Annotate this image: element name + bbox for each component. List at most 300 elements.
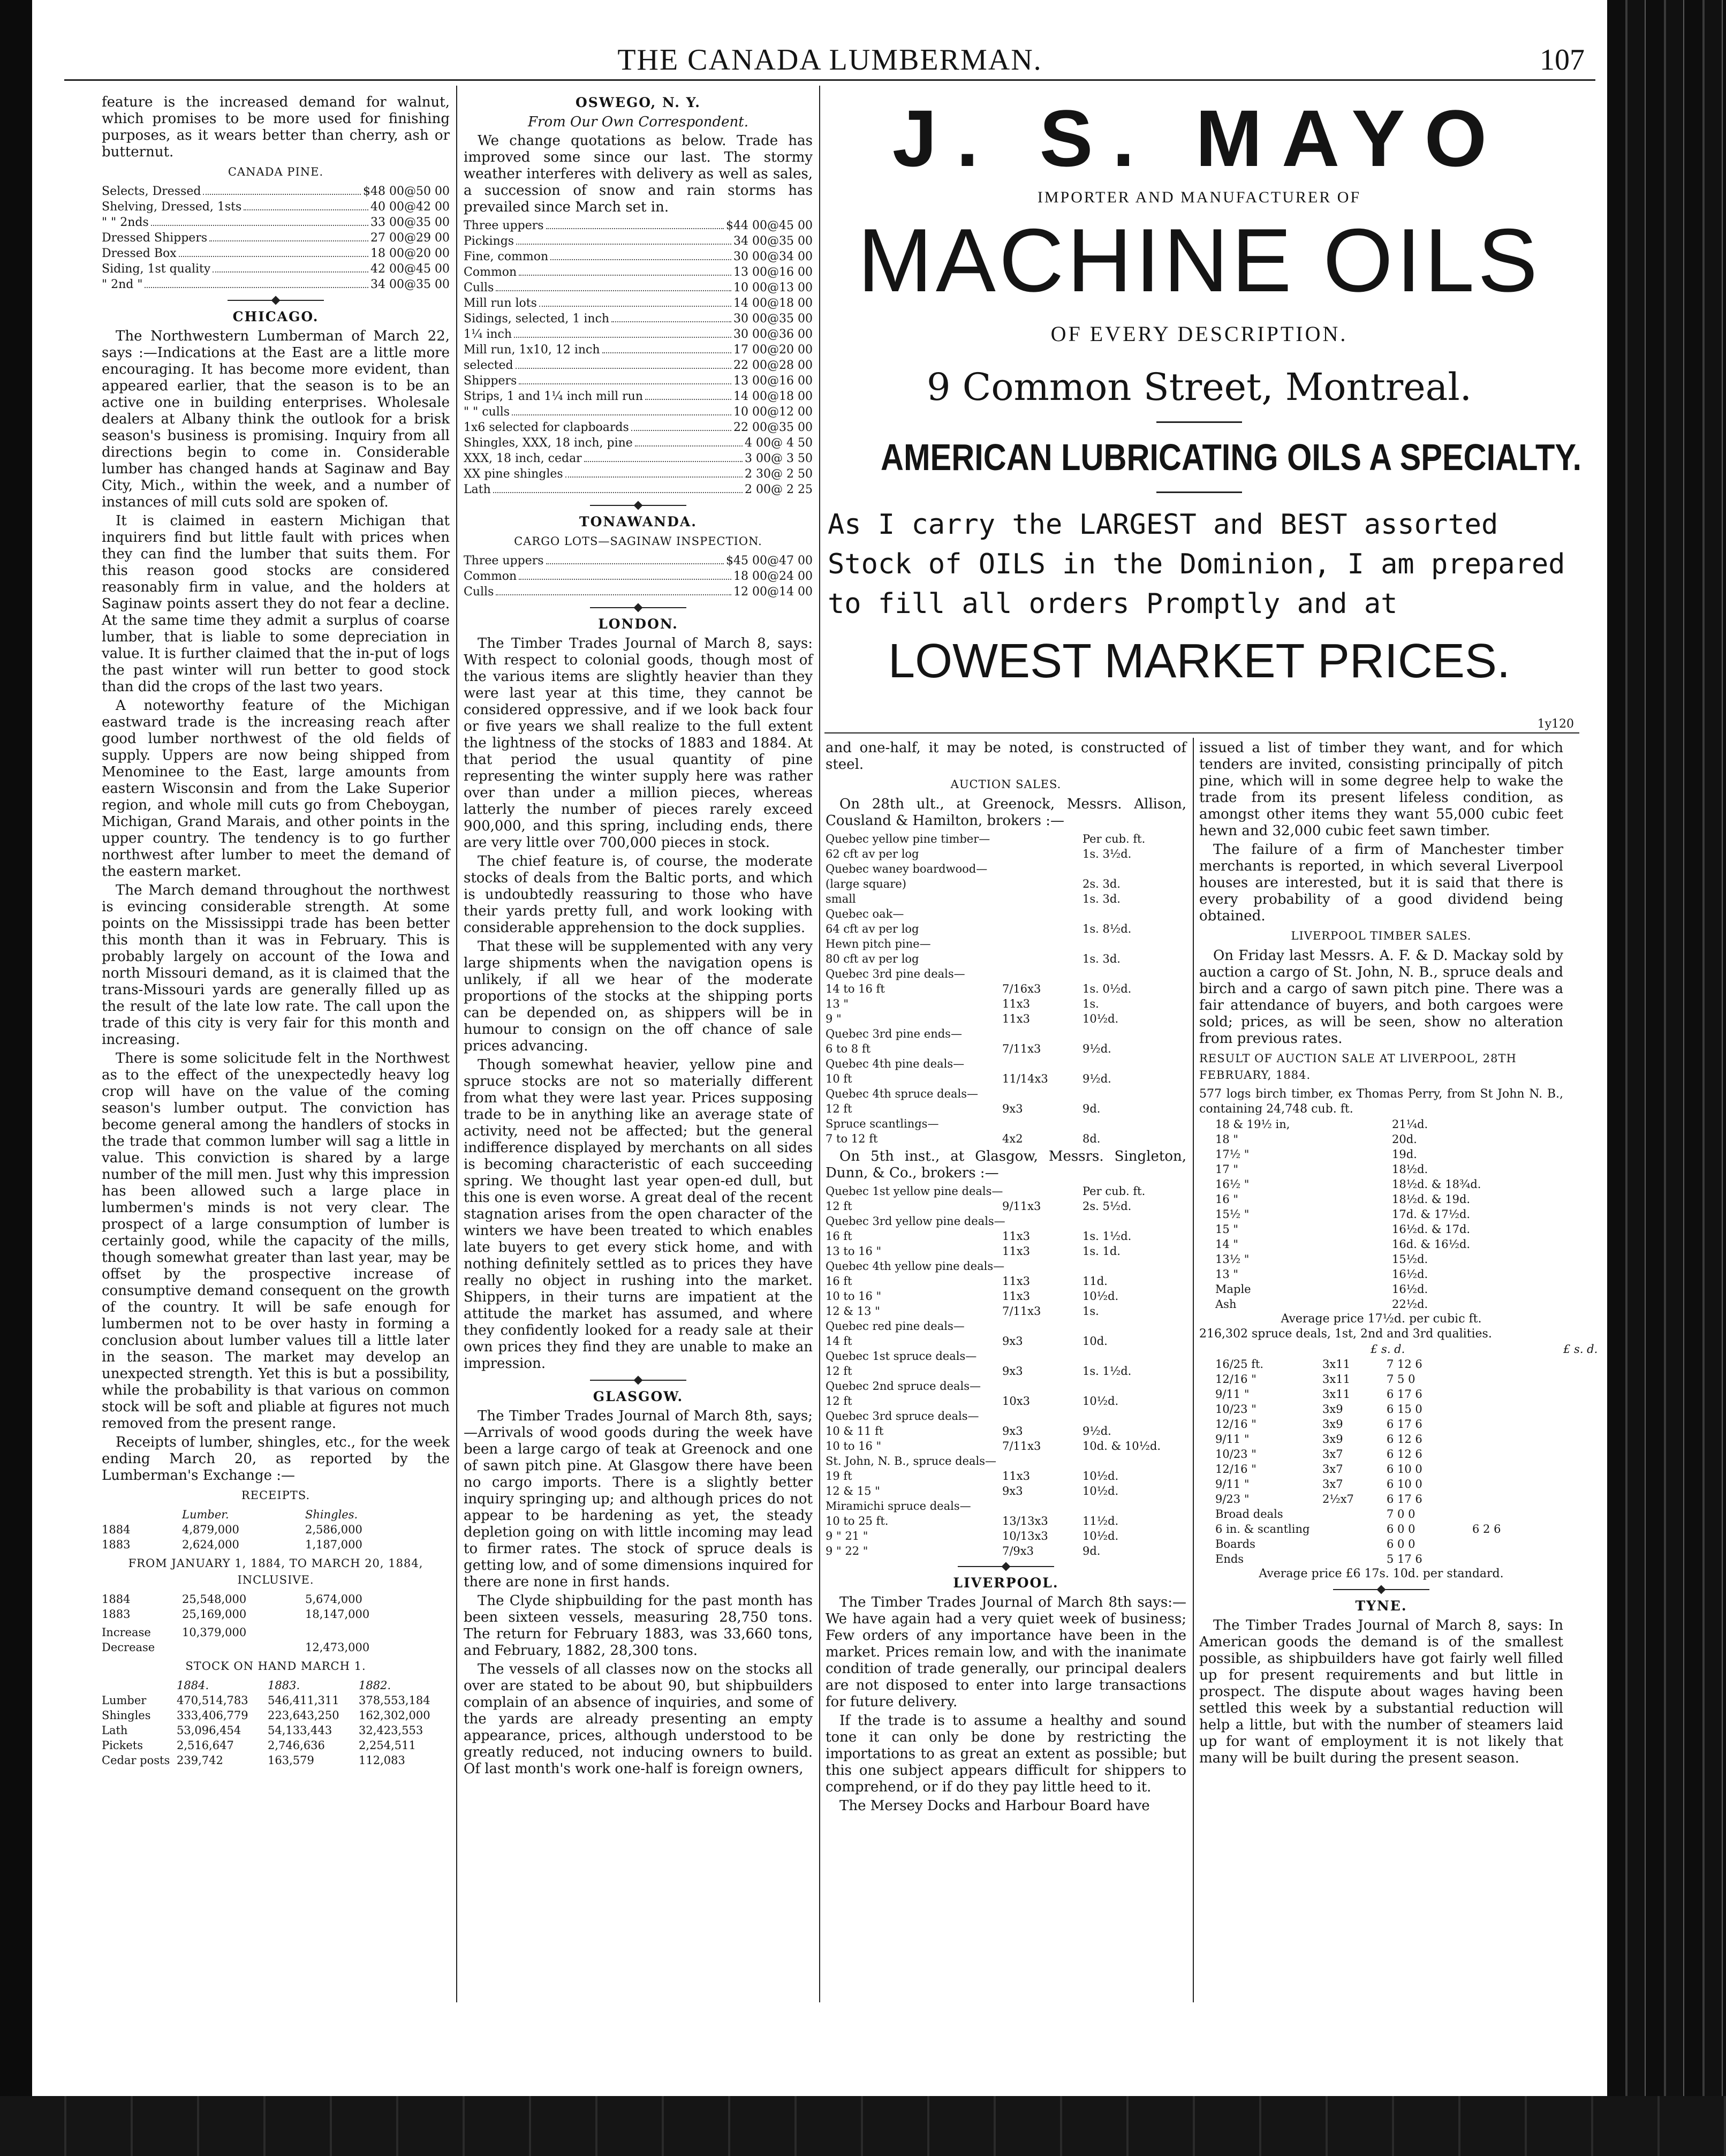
tonawanda-price-list xyxy=(464,553,813,600)
table-cell: Quebec 4th yellow pine deals— xyxy=(826,1260,1005,1273)
table-cell: 12/16 " xyxy=(1215,1463,1256,1476)
table-cell xyxy=(1472,1372,1547,1387)
price-label: Selects, Dressed xyxy=(102,185,201,198)
table-row xyxy=(826,861,1186,876)
page-number: 107 xyxy=(1540,43,1585,77)
ad-machine-oils: MACHINE OILS xyxy=(857,210,1541,311)
table-cell xyxy=(1472,1462,1547,1477)
price-row xyxy=(102,184,450,199)
price-row xyxy=(464,373,813,389)
table-cell xyxy=(1082,861,1179,876)
table-cell: 6 in. & scantling xyxy=(1215,1523,1310,1535)
table-cell: 13½ " xyxy=(1215,1253,1250,1266)
table-cell: 54,133,443 xyxy=(268,1724,332,1737)
scan-edge-bottom xyxy=(0,2096,1726,2156)
paragraph: It is claimed in eastern Michigan that inquirers find but little fault with prices when they can find the lumber that suits them. For this reason good stocks are considered reasonably firm in value, and the holders at Saginaw points assert they do not fear a decline. At the same time they admit a surplus of coarse lumber, that is liable to some depreciation in value. It is further claimed that the in-put of logs the past winter will run better to good stock than did the crops of the last two years. xyxy=(102,513,450,695)
table-cell: 22½d. xyxy=(1392,1298,1428,1311)
table-row xyxy=(102,1678,450,1693)
table-cell: Increase xyxy=(102,1626,151,1639)
table-cell xyxy=(1002,1026,1082,1041)
table-cell: 9/11x3 xyxy=(1002,1200,1041,1213)
table-cell xyxy=(1082,1379,1179,1394)
table-row xyxy=(826,1086,1186,1101)
tyne-paragraph: The Timber Trades Journal of March 8, says: In American goods the demand is of the smallest possible, as shipbuilders have got fairly well filled up for present requirements and but little in prospect. The dispute about wages having been settled this week by a substantial reduction will help a little, but with the number of steamers laid up for want of employment it is not likely that many will be built during the present season. xyxy=(1199,1617,1563,1766)
table-cell xyxy=(1082,1086,1179,1101)
table-cell: 18½d. & 19d. xyxy=(1392,1193,1471,1206)
price-value: 30 00@34 00 xyxy=(733,250,813,263)
table-cell: 10/23 " xyxy=(1215,1448,1256,1461)
table-row xyxy=(1371,1342,1598,1357)
table-cell xyxy=(1002,951,1082,966)
table-cell xyxy=(1082,1259,1179,1274)
mersey-paragraph: issued a list of timber they want, and for which tenders are invited, consisting principally of pitch pine, which will in some degree help to wake the trade from its present lifeless condition, as amongst other items they want 55,000 cubic feet hewn and 32,000 cubic feet sawn timber. xyxy=(1199,740,1563,839)
auction-sales-heading: AUCTION SALES. xyxy=(950,778,1062,791)
chicago-heading: CHICAGO. xyxy=(232,309,319,324)
table-cell: 11x3 xyxy=(1002,1245,1030,1258)
dot-leader xyxy=(602,342,731,353)
table-row xyxy=(1215,1357,1563,1372)
table-row xyxy=(826,1439,1186,1454)
table-cell xyxy=(1002,1319,1082,1334)
table-cell: 2½x7 xyxy=(1322,1493,1354,1506)
price-value: 22 00@35 00 xyxy=(733,421,813,434)
table-cell: 9d. xyxy=(1082,1102,1101,1115)
price-value: $44 00@45 00 xyxy=(726,219,813,232)
price-label: Dressed Shippers xyxy=(102,231,208,245)
table-cell: 6 17 6 xyxy=(1387,1493,1422,1506)
table-cell: 14 ft xyxy=(826,1335,852,1348)
table-cell: Pickets xyxy=(102,1739,143,1752)
table-cell: 11/14x3 xyxy=(1002,1072,1048,1085)
section-separator xyxy=(590,1380,686,1381)
table-row xyxy=(826,1409,1186,1424)
manchester-paragraph: The failure of a firm of Manchester timber merchants is reported, in which several Liverpool houses are interested, but it is said that there is every probability of a good dividend being obtained. xyxy=(1199,842,1563,924)
table-cell: 10½d. xyxy=(1082,1530,1119,1542)
table-cell: 12/16 " xyxy=(1215,1373,1256,1386)
table-cell: 1883 xyxy=(102,1538,131,1551)
table-cell: 62 cft av per log xyxy=(826,848,919,860)
table-row xyxy=(826,981,1186,996)
table-cell: 12 & 15 " xyxy=(826,1485,880,1497)
stock-table xyxy=(102,1693,450,1768)
table-row xyxy=(826,1244,1186,1259)
paragraph: A noteworthy feature of the Michigan eastward trade is the increasing reach after good lumber northwest of the old fields of supply. Uppers are now being shipped from Menominee to the East, large amounts from eastern Wisconsin and from the Lake Superior region, and whole mill cuts go from Cheboygan, Michigan, Grand Marais, and other points in the upper country. The tendency is to go further northwest after lumber to meet the demand of the eastern market. xyxy=(102,698,450,880)
price-label: " " culls xyxy=(464,405,510,419)
table-cell: 1s. 0½d. xyxy=(1082,982,1132,995)
table-cell: Shingles xyxy=(102,1709,151,1722)
table-cell: 3x7 xyxy=(1322,1463,1343,1476)
table-row xyxy=(102,1708,450,1723)
table-cell: Quebec oak— xyxy=(826,907,904,920)
table-cell: 6 0 0 xyxy=(1387,1538,1415,1550)
table-cell xyxy=(1472,1432,1547,1447)
stock-columns xyxy=(102,1678,450,1693)
table-cell: 18½d. & 18¾d. xyxy=(1392,1178,1481,1191)
column-2 xyxy=(464,94,813,1780)
table-row xyxy=(826,1011,1186,1026)
table-row xyxy=(1215,1552,1563,1567)
column-rule-1 xyxy=(456,86,457,2002)
table-cell: 16/25 ft. xyxy=(1215,1358,1264,1371)
table-cell: 1s. 3d. xyxy=(1082,952,1121,965)
table-cell: 13 " xyxy=(826,997,849,1010)
spruce-deals-table xyxy=(1199,1357,1563,1567)
table-cell: 9 " xyxy=(826,1012,842,1025)
table-cell: 9½d. xyxy=(1082,1425,1111,1438)
table-cell: 7 12 6 xyxy=(1387,1358,1422,1371)
steel-paragraph: and one-half, it may be noted, is constructed of steel. xyxy=(826,740,1186,773)
table-cell: 1s. 3d. xyxy=(1082,892,1121,905)
table-cell: 9 " 22 " xyxy=(826,1545,868,1557)
table-cell: 4,879,000 xyxy=(182,1523,239,1536)
table-cell: Maple xyxy=(1215,1283,1251,1296)
dot-leader xyxy=(151,215,368,226)
price-value: 30 00@36 00 xyxy=(733,328,813,341)
london-heading: LONDON. xyxy=(598,616,678,632)
table-cell: (large square) xyxy=(826,877,906,890)
table-cell: 16 ft xyxy=(826,1230,852,1243)
price-row xyxy=(464,280,813,296)
table-cell: Quebec 3rd spruce deals— xyxy=(826,1410,979,1423)
ad-divider xyxy=(1156,421,1242,423)
tonawanda-heading: TONAWANDA. xyxy=(579,514,697,529)
price-value: 22 00@28 00 xyxy=(733,359,813,372)
table-cell xyxy=(1002,1184,1082,1199)
table-cell: 6 12 6 xyxy=(1387,1433,1422,1446)
table-cell: 9/11 " xyxy=(1215,1433,1250,1446)
price-label: Three uppers xyxy=(464,554,544,568)
dot-leader xyxy=(493,482,743,493)
table-row xyxy=(826,1394,1186,1409)
table-row xyxy=(1215,1462,1563,1477)
table-cell: 17d. & 17½d. xyxy=(1392,1208,1471,1221)
canada-pine-price-list xyxy=(102,184,450,292)
table-row xyxy=(826,1424,1186,1439)
table-cell: 1,187,000 xyxy=(305,1538,362,1551)
ad-specialty: AMERICAN LUBRICATING OILS A SPECIALTY. xyxy=(881,436,1581,478)
table-cell: 4x2 xyxy=(1002,1132,1023,1145)
table-cell: 17 " xyxy=(1215,1163,1239,1176)
price-value: 27 00@29 00 xyxy=(370,231,450,245)
price-label: Siding, 1st quality xyxy=(102,262,211,276)
table-cell: 1s. xyxy=(1082,997,1099,1010)
price-row xyxy=(464,264,813,280)
table-cell: 2,254,511 xyxy=(359,1739,416,1752)
table-row xyxy=(102,1537,450,1552)
table-cell: 9d. xyxy=(1082,1545,1101,1557)
price-value: 18 00@20 00 xyxy=(370,247,450,260)
dot-leader xyxy=(645,389,731,400)
table-cell: 7/11x3 xyxy=(1002,1305,1041,1318)
price-value: 12 00@14 00 xyxy=(733,585,813,599)
table-cell: 6 10 0 xyxy=(1387,1463,1422,1476)
table-cell: 10/23 " xyxy=(1215,1403,1256,1416)
table-row xyxy=(1215,1222,1563,1237)
dot-leader xyxy=(635,435,743,447)
table-cell: 7 to 12 ft xyxy=(826,1132,878,1145)
dot-leader xyxy=(631,420,731,431)
paragraph: The Clyde shipbuilding for the past month has been sixteen vessels, measuring 28,750 tons. The return for February 1883, was 33,660 tons, and February, 1882, 28,300 tons. xyxy=(464,1593,813,1659)
table-cell xyxy=(1002,1379,1082,1394)
price-label: Strips, 1 and 1¼ inch mill run xyxy=(464,390,643,403)
table-row xyxy=(1215,1507,1563,1522)
table-row xyxy=(826,1274,1186,1289)
price-value: 10 00@13 00 xyxy=(733,281,813,294)
table-row xyxy=(1215,1402,1563,1417)
table-cell: Per cub. ft. xyxy=(1082,1185,1146,1198)
table-cell xyxy=(1472,1387,1547,1402)
table-row xyxy=(1215,1432,1563,1447)
price-label: Shippers xyxy=(464,374,517,388)
table-cell: 15½d. xyxy=(1392,1253,1428,1266)
price-row xyxy=(464,420,813,435)
dot-leader xyxy=(145,277,368,288)
table-row xyxy=(826,1131,1186,1146)
table-row xyxy=(1215,1237,1563,1252)
table-cell: 470,514,783 xyxy=(177,1694,248,1707)
table-cell: 11x3 xyxy=(1002,1470,1030,1482)
paragraph: There is some solicitude felt in the Northwest as to the effect of the unexpectedly heavy log crop will have on the value of the coming season's lumber output. The conviction has become general among the handlers of stocks in the trade that common lumber will sag a little in value. This conviction is shared by a large number of the mill men. Just why this impression has been allowed such a large place in lumbermen's minds is not very clear. The prospect of a large consumption of lumber is certainly good, while the capacity of the mills, though somewhat greater than last year, may be offset by the prospective increase of consumptive demand consequent on the growth of the country. It will be safe enough for lumbermen not to be over hasty in forming a conclusion about lumber values till a little later in the season. The market may develop an unexpected strength. Yet this is but a possibility, while the probability is that various on common stock will be soft and pliable at figures not much removed from the present range. xyxy=(102,1050,450,1432)
table-cell: 10,379,000 xyxy=(182,1626,247,1639)
birch-price-table xyxy=(1199,1117,1563,1312)
table-cell: 3x7 xyxy=(1322,1448,1343,1461)
table-row xyxy=(826,1364,1186,1379)
table-cell xyxy=(1322,1507,1387,1522)
ad-code: 1y120 xyxy=(1537,717,1574,731)
price-row xyxy=(102,261,450,277)
table-cell: Miramichi spruce deals— xyxy=(826,1500,971,1512)
table-cell: 1s. 1d. xyxy=(1082,1245,1121,1258)
scan-edge-right xyxy=(1607,0,1726,2156)
table-cell: 16 ft xyxy=(826,1275,852,1288)
table-cell xyxy=(1472,1447,1547,1462)
table-cell xyxy=(1002,1499,1082,1514)
table-cell: Boards xyxy=(1215,1538,1255,1550)
table-cell: Quebec 1st yellow pine deals— xyxy=(826,1185,1003,1198)
price-value: 4 00@ 4 50 xyxy=(745,436,813,450)
table-cell: 16½ " xyxy=(1215,1178,1250,1191)
ad-bottom-rule xyxy=(824,732,1579,733)
table-row xyxy=(826,951,1186,966)
table-cell: 7/16x3 xyxy=(1002,982,1041,995)
table-cell: 10 to 16 " xyxy=(826,1440,882,1453)
price-row xyxy=(464,296,813,311)
table-cell: St. John, N. B., spruce deals— xyxy=(826,1455,997,1467)
column-rule-2 xyxy=(819,86,820,2002)
table-cell: £ s. d. xyxy=(1371,1343,1405,1356)
table-cell: 2,624,000 xyxy=(182,1538,239,1551)
stock-heading: STOCK ON HAND MARCH 1. xyxy=(185,1660,366,1673)
table-cell: 32,423,553 xyxy=(359,1724,423,1737)
dot-leader xyxy=(244,199,368,210)
glasgow-auction-paragraph: On 5th inst., at Glasgow, Messrs. Singleton, Dunn, & Co., brokers :— xyxy=(826,1148,1186,1181)
ad-body-text: As I carry the LARGEST and BEST assorted Stock of OILS in the Dominion, I am prepared to fill all orders Promptly and at xyxy=(828,509,1565,620)
price-label: Shingles, XXX, 18 inch, pine xyxy=(464,436,633,450)
table-row xyxy=(102,1693,450,1708)
table-cell xyxy=(1472,1402,1547,1417)
table-row xyxy=(1215,1117,1563,1132)
table-cell: Quebec 1st spruce deals— xyxy=(826,1350,977,1363)
table-cell: 112,083 xyxy=(359,1754,405,1767)
table-cell: Lath xyxy=(102,1724,128,1737)
table-cell: 10 to 25 ft. xyxy=(826,1515,889,1527)
receipts-cumulative-table xyxy=(102,1592,450,1622)
price-value: 18 00@24 00 xyxy=(733,570,813,583)
dot-leader xyxy=(546,553,724,564)
table-cell: 3x7 xyxy=(1322,1478,1343,1491)
table-cell: 13/13x3 xyxy=(1002,1515,1048,1527)
table-row xyxy=(826,996,1186,1011)
table-cell xyxy=(1002,1454,1082,1469)
price-label: Three uppers xyxy=(464,219,544,232)
table-cell: 10½d. xyxy=(1082,1485,1119,1497)
table-cell: 2s. 3d. xyxy=(1082,877,1121,890)
table-cell: 18 & 19½ in, xyxy=(1215,1118,1290,1131)
price-label: Culls xyxy=(464,585,494,599)
paragraph: The Northwestern Lumberman of March 22, says :—Indications at the East are a little more encouraging. It has become more evident, than appeared earlier, that the season is to be an active one in building enterprises. Wholesale dealers at Albany think the outlook for a brisk season's business is promising. Inquiry from all directions begin to come in. Considerable lumber has changed hands at Saginaw and Bay City, Mich., within the week, and a number of instances of mill cuts sold are spoken of. xyxy=(102,328,450,510)
table-cell: 3x11 xyxy=(1322,1373,1350,1386)
section-separator xyxy=(228,300,324,301)
table-cell: 10x3 xyxy=(1002,1395,1030,1408)
table-cell: 1882. xyxy=(359,1679,391,1692)
price-label: Mill run lots xyxy=(464,297,537,310)
table-cell: 9x3 xyxy=(1002,1335,1023,1348)
table-cell xyxy=(1472,1477,1547,1492)
dot-leader xyxy=(611,311,731,322)
london-paragraphs xyxy=(464,636,813,1372)
table-cell: Broad deals xyxy=(1215,1508,1283,1520)
price-value: $48 00@50 00 xyxy=(363,185,450,198)
paragraph: The Timber Trades Journal of March 8th says:—We have again had a very quiet week of business; Few orders of any importance have been in the market. Prices remain low, and with the inanimate condition of trade generally, our principal dealers are not disposed to enter into large transactions for future delivery. xyxy=(826,1594,1186,1710)
page-header xyxy=(64,39,1595,76)
table-cell: 16½d. xyxy=(1392,1283,1428,1296)
table-cell xyxy=(1002,876,1082,891)
table-cell: 25,169,000 xyxy=(182,1608,247,1621)
table-cell: 7/11x3 xyxy=(1002,1440,1041,1453)
table-row xyxy=(826,1529,1186,1544)
table-cell: Shingles. xyxy=(305,1508,358,1521)
ad-lowest-prices: LOWEST MARKET PRICES. xyxy=(888,634,1510,688)
table-cell: Quebec 4th pine deals— xyxy=(826,1057,965,1070)
table-cell xyxy=(1322,1537,1387,1552)
table-cell: 1884. xyxy=(177,1679,209,1692)
paragraph: Though somewhat heavier, yellow pine and spruce stocks are not so materially different from what they were last year. Prices supposing trade to be in anything like an average state of activity, need not be affected; but the general indifference displayed by merchants on all sides is becoming characteristic of each succeeding spring. We thought last year open-ed dull, but this one is even worse. A great deal of the recent stagnation arises from the open character of the winters we have been treated to which enables late buyers to get every stick home, and with nothing definitely settled as to prices they have really no object in rushing into the market. Shippers, in their turns are impatient at the attitude the market has assumed, and where they confidently looked for a ready sale at their own prices they find they are unable to make an impression. xyxy=(464,1057,813,1372)
table-cell: 5 17 6 xyxy=(1387,1553,1422,1565)
chicago-paragraphs xyxy=(102,328,450,1484)
table-cell: 9x3 xyxy=(1002,1425,1023,1438)
receipts-week-table xyxy=(102,1522,450,1552)
price-row xyxy=(464,233,813,249)
section-separator xyxy=(958,1566,1054,1567)
price-label: Shelving, Dressed, 1sts xyxy=(102,200,242,214)
table-row xyxy=(826,1184,1186,1199)
table-row xyxy=(102,1753,450,1768)
table-row xyxy=(826,1056,1186,1071)
table-cell: 10/13x3 xyxy=(1002,1530,1048,1542)
table-cell: Hewn pitch pine— xyxy=(826,937,931,950)
paragraph: If the trade is to assume a healthy and sound tone it can only be done by restricting the importations to as great an extent as possible; but this one subject appears difficult for shippers to comprehend, or if do they pay little heed to it. xyxy=(826,1713,1186,1795)
table-cell: 25,548,000 xyxy=(182,1593,247,1606)
table-row xyxy=(826,1259,1186,1274)
table-cell: 9x3 xyxy=(1002,1365,1023,1378)
table-row xyxy=(102,1592,450,1607)
walnut-paragraph: feature is the increased demand for walnut, which promises to be more used for finishing purposes, as it wears better than cherry, ash or butternut. xyxy=(102,94,450,160)
birch-intro: 577 logs birch timber, ex Thomas Perry, from St John N. B., containing 24,748 cub. ft. xyxy=(1199,1087,1563,1116)
table-cell: 10½d. xyxy=(1082,1470,1119,1482)
table-row xyxy=(826,1499,1186,1514)
table-cell: 6 15 0 xyxy=(1387,1403,1422,1416)
table-cell: Ends xyxy=(1215,1553,1244,1565)
dot-leader xyxy=(179,246,368,257)
table-row xyxy=(1215,1282,1563,1297)
table-row xyxy=(1215,1207,1563,1222)
table-row xyxy=(826,1319,1186,1334)
table-row xyxy=(1215,1267,1563,1282)
table-cell xyxy=(1472,1537,1547,1552)
table-cell: 3x9 xyxy=(1322,1403,1343,1416)
table-cell: 12,473,000 xyxy=(305,1641,370,1654)
dot-leader xyxy=(516,233,731,245)
table-row xyxy=(102,1738,450,1753)
dot-leader xyxy=(496,584,731,595)
table-cell: 11x3 xyxy=(1002,1012,1030,1025)
price-value: 3 00@ 3 50 xyxy=(745,452,813,465)
dot-leader xyxy=(546,218,724,229)
price-label: Common xyxy=(464,266,517,279)
column-4 xyxy=(1199,740,1598,1769)
table-cell: 10½d. xyxy=(1082,1290,1119,1303)
dot-leader xyxy=(519,373,731,384)
price-label: " 2nd " xyxy=(102,278,143,291)
table-cell: 15 " xyxy=(1215,1223,1239,1236)
table-cell: 19 ft xyxy=(826,1470,852,1482)
table-cell: 12 ft xyxy=(826,1200,852,1213)
money-columns xyxy=(1199,1342,1598,1357)
table-cell: 1s. 1½d. xyxy=(1082,1365,1132,1378)
dot-leader xyxy=(203,184,361,195)
table-row xyxy=(826,1289,1186,1304)
price-label: Common xyxy=(464,570,517,583)
table-cell: 10½d. xyxy=(1082,1395,1119,1408)
column-rule-3 xyxy=(1193,738,1194,2002)
table-cell: 16½d. xyxy=(1392,1268,1428,1281)
paragraph: The Timber Trades Journal of March 8th, says;—Arrivals of wood goods during the week have been a large cargo of teak at Greenock and one of sawn pitch pine. At Glasgow there have been no cargo imports. There is a slightly better inquiry springing up; and although prices do not appear to be hardening as yet, the steady depletion going on with little incoming may lead to firmer rates. The stock of spruce deals is getting low, and of some dimensions inquired for there are none in first hands. xyxy=(464,1408,813,1590)
table-row xyxy=(826,1484,1186,1499)
table-cell: 1s. 8½d. xyxy=(1082,922,1132,935)
table-row xyxy=(826,1116,1186,1131)
table-cell xyxy=(1082,1116,1179,1131)
table-cell xyxy=(182,1640,305,1655)
table-cell: 3x11 xyxy=(1322,1358,1350,1371)
table-cell: 11½d. xyxy=(1082,1515,1119,1527)
table-cell: 16d. & 16½d. xyxy=(1392,1238,1471,1251)
price-value: 13 00@16 00 xyxy=(733,266,813,279)
oswego-price-list xyxy=(464,218,813,497)
table-cell: Per cub. ft. xyxy=(1082,833,1146,845)
table-cell: 239,742 xyxy=(177,1754,223,1767)
price-label: Lath xyxy=(464,483,491,496)
price-row xyxy=(464,404,813,420)
table-cell: 7/9x3 xyxy=(1002,1545,1034,1557)
price-row xyxy=(464,451,813,466)
table-cell xyxy=(1082,1214,1179,1229)
table-cell xyxy=(1002,891,1082,906)
price-row xyxy=(464,584,813,600)
table-row xyxy=(826,1041,1186,1056)
table-cell: Quebec 3rd pine deals— xyxy=(826,967,965,980)
tyne-heading: TYNE. xyxy=(1355,1598,1407,1614)
canada-pine-heading: CANADA PINE. xyxy=(228,165,324,178)
